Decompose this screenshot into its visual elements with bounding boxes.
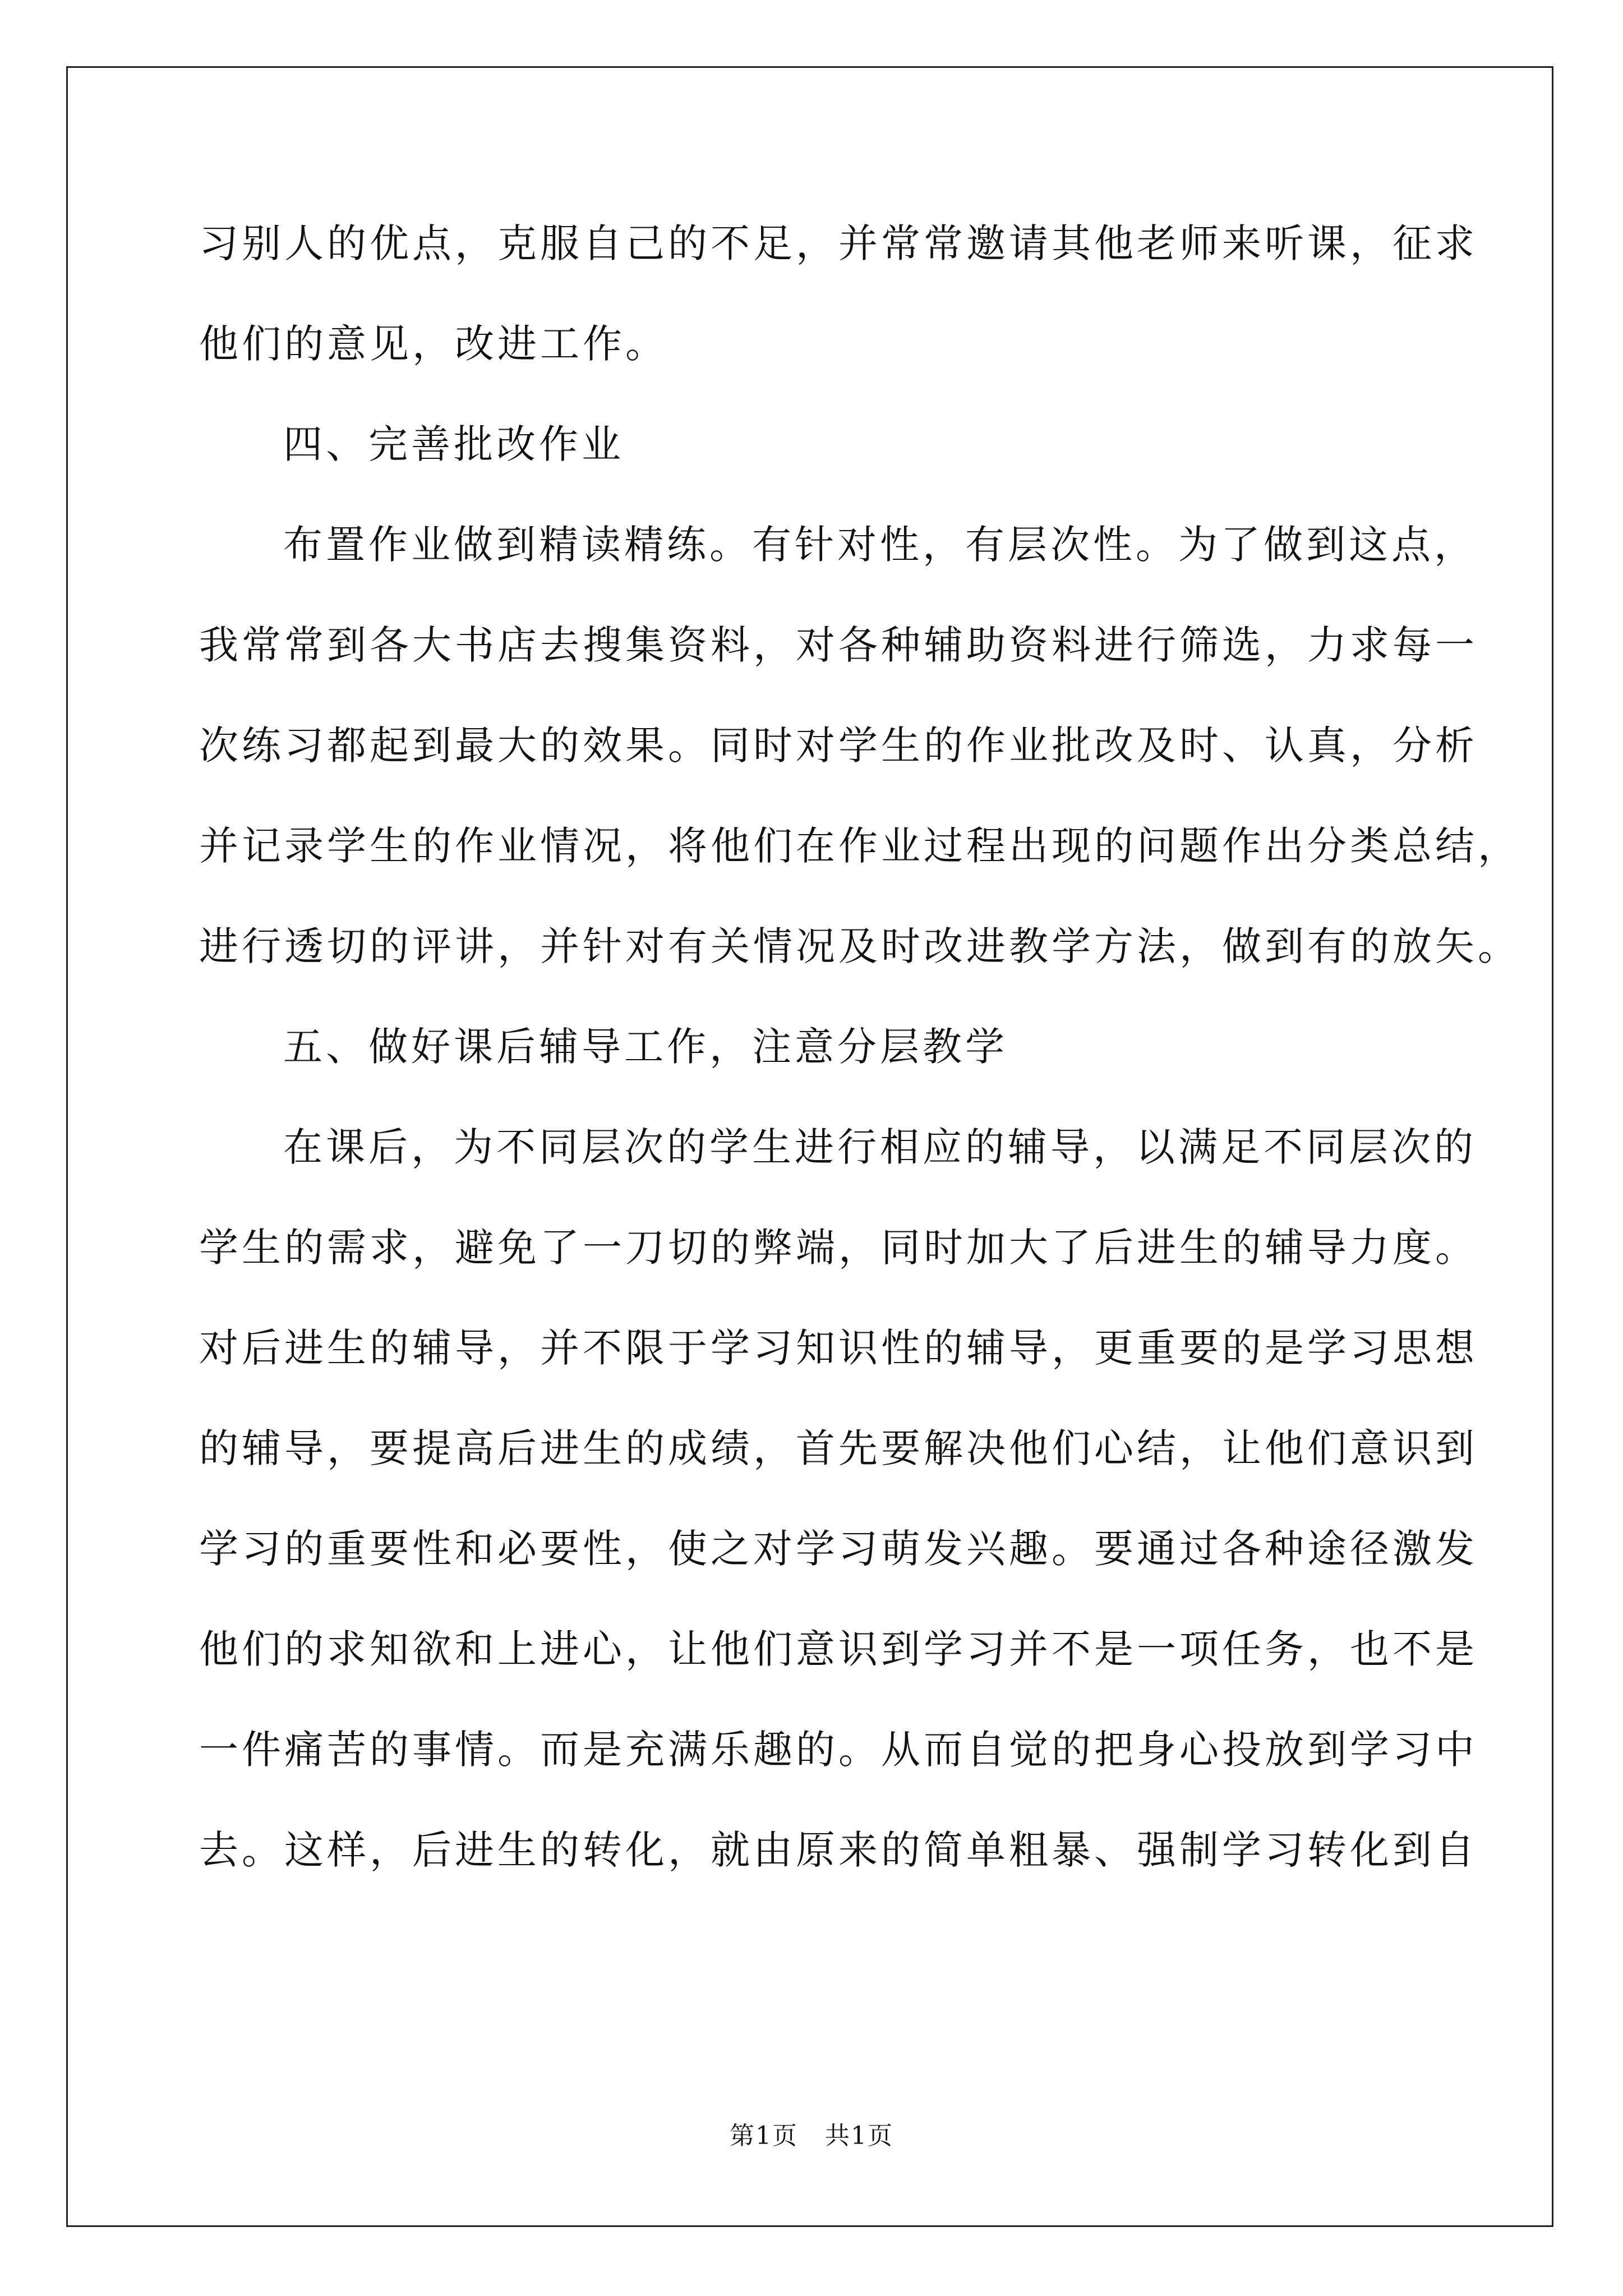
text-line: 学生的需求，避免了一刀切的弊端，同时加大了后进生的辅导力度。 [199,1225,1478,1271]
text-line: 次练习都起到最大的效果。同时对学生的作业批改及时、认真，分析 [199,723,1478,769]
text-line: 进行透切的评讲，并针对有关情况及时改进教学方法，做到有的放矢。 [199,923,1520,969]
text-line: 习别人的优点，克服自己的不足，并常常邀请其他老师来听课，征求 [199,220,1478,266]
text-line: 他们的求知欲和上进心，让他们意识到学习并不是一项任务，也不是 [199,1626,1478,1672]
section-heading: 四、完善批改作业 [283,421,624,467]
text-line: 并记录学生的作业情况，将他们在作业过程出现的问题作出分类总结， [199,823,1520,869]
page-footer [0,2119,1623,2153]
page-number: 第1页 [730,2122,798,2150]
text-line: 布置作业做到精读精练。有针对性，有层次性。为了做到这点， [283,522,1477,568]
text-line: 一件痛苦的事情。而是充满乐趣的。从而自觉的把身心投放到学习中 [199,1727,1478,1773]
text-line: 对后进生的辅导，并不限于学习知识性的辅导，更重要的是学习思想 [199,1325,1478,1371]
text-line: 去。这样，后进生的转化，就由原来的简单粗暴、强制学习转化到自 [199,1827,1478,1873]
text-line: 我常常到各大书店去搜集资料，对各种辅助资料进行筛选，力求每一 [199,622,1478,668]
text-line: 他们的意见，改进工作。 [199,321,668,367]
page-total: 共1页 [825,2122,893,2150]
text-line: 的辅导，要提高后进生的成绩，首先要解决他们心结，让他们意识到 [199,1425,1478,1471]
text-line: 学习的重要性和必要性，使之对学习萌发兴趣。要通过各种途径激发 [199,1526,1478,1572]
section-heading: 五、做好课后辅导工作，注意分层教学 [283,1024,1008,1070]
text-line: 在课后，为不同层次的学生进行相应的辅导，以满足不同层次的 [283,1124,1477,1170]
